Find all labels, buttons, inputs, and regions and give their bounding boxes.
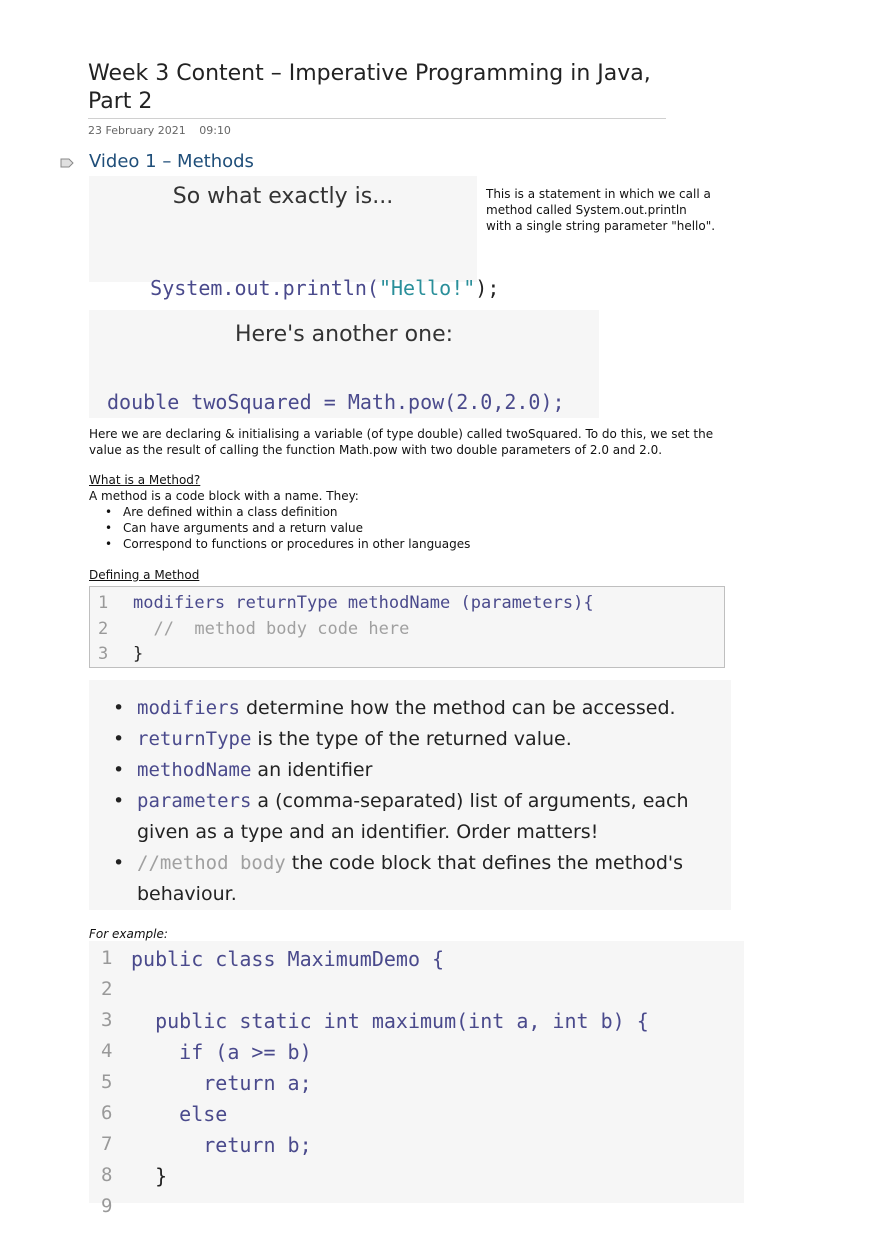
code-line: public static int maximum(int a, int b) { [131,1009,649,1033]
code-string-literal: "Hello!" [378,276,476,300]
definitions-panel [89,680,731,910]
code-line: } [133,644,144,664]
bullet-icon: • [113,728,125,750]
code-line: else [131,1102,228,1126]
code-line: return b; [131,1133,312,1157]
what-is-method-block [89,472,729,552]
slide-code: double twoSquared = Math.pow(2.0,2.0); [107,390,565,414]
definition-text: is the type of the returned value. [251,728,572,750]
bullet-icon: • [113,759,125,781]
code-line: public class MaximumDemo { [131,947,445,971]
list-item: • Correspond to functions or procedures in other languages [123,536,729,552]
method-properties-list [89,504,729,552]
paragraph-twosquared: Here we are declaring & initialising a variable (of type double) called twoSquared. To do this, we set the value as the result of calling the function Math.pow with two double parameters of 2.0 and 2.0. [89,427,714,457]
definition-term: //method body [137,852,286,874]
line-number: 9 [101,1195,113,1217]
line-number: 3 [101,1009,113,1031]
page-title: Week 3 Content – Imperative Programming in Java, Part 2 [88,61,651,114]
list-item: • Can have arguments and a return value [123,520,729,536]
code-line: // method body code here [133,619,410,639]
code-call: System.out.println( [150,276,379,300]
line-number: 2 [98,619,109,639]
definition-text: the code block that defines the method's behaviour. [137,852,684,905]
line-number: 1 [101,947,113,969]
slide-note: This is a statement in which we call a method called System.out.println with a single string parameter "hello". [486,187,716,233]
line-number: 8 [101,1164,113,1186]
what-is-method-heading: What is a Method? [89,473,201,487]
title-divider [88,118,666,119]
slide-image-println [89,176,500,300]
example-code-panel [89,941,744,1217]
line-number: 5 [101,1071,113,1093]
code-line: return a; [131,1071,312,1095]
what-is-method-intro: A method is a code block with a name. They: [89,489,359,503]
defining-method-heading: Defining a Method [89,568,200,582]
code-line: modifiers returnType methodName (parameters){ [133,593,594,613]
list-item: • Are defined within a class definition [123,504,729,520]
definition-text: a (comma-separated) list of arguments, each given as a type and an identifier. Order matters! [137,790,689,843]
example-label: For example: [89,927,168,941]
section-title: Video 1 – Methods [89,151,254,172]
section-tab-icon[interactable] [60,158,74,168]
definition-term: methodName [137,759,252,781]
slide-image-math-pow [89,310,599,418]
bullet-icon: • [113,790,125,812]
page-timestamp [88,124,241,137]
definition-text: determine how the method can be accessed. [239,697,676,719]
line-number: 3 [98,644,109,664]
definition-term: returnType [137,728,252,750]
bullet-icon: • [113,697,125,719]
bullet-icon: • [113,852,125,874]
code-terminator: ); [475,276,500,300]
page-time: 09:10 [199,124,231,137]
method-signature-code [89,586,725,668]
line-number: 2 [101,978,113,1000]
definition-term: parameters [137,790,252,812]
line-number: 6 [101,1102,113,1124]
line-number: 7 [101,1133,113,1155]
code-line: if (a >= b) [131,1040,312,1064]
slide-heading: So what exactly is... [172,184,394,209]
code-line: } [131,1164,168,1188]
definition-term: modifiers [137,697,240,719]
line-number: 4 [101,1040,113,1062]
definition-text: an identifier [251,759,373,781]
page-date: 23 February 2021 [88,124,186,137]
slide-heading: Here's another one: [234,322,454,347]
line-number: 1 [98,593,109,613]
